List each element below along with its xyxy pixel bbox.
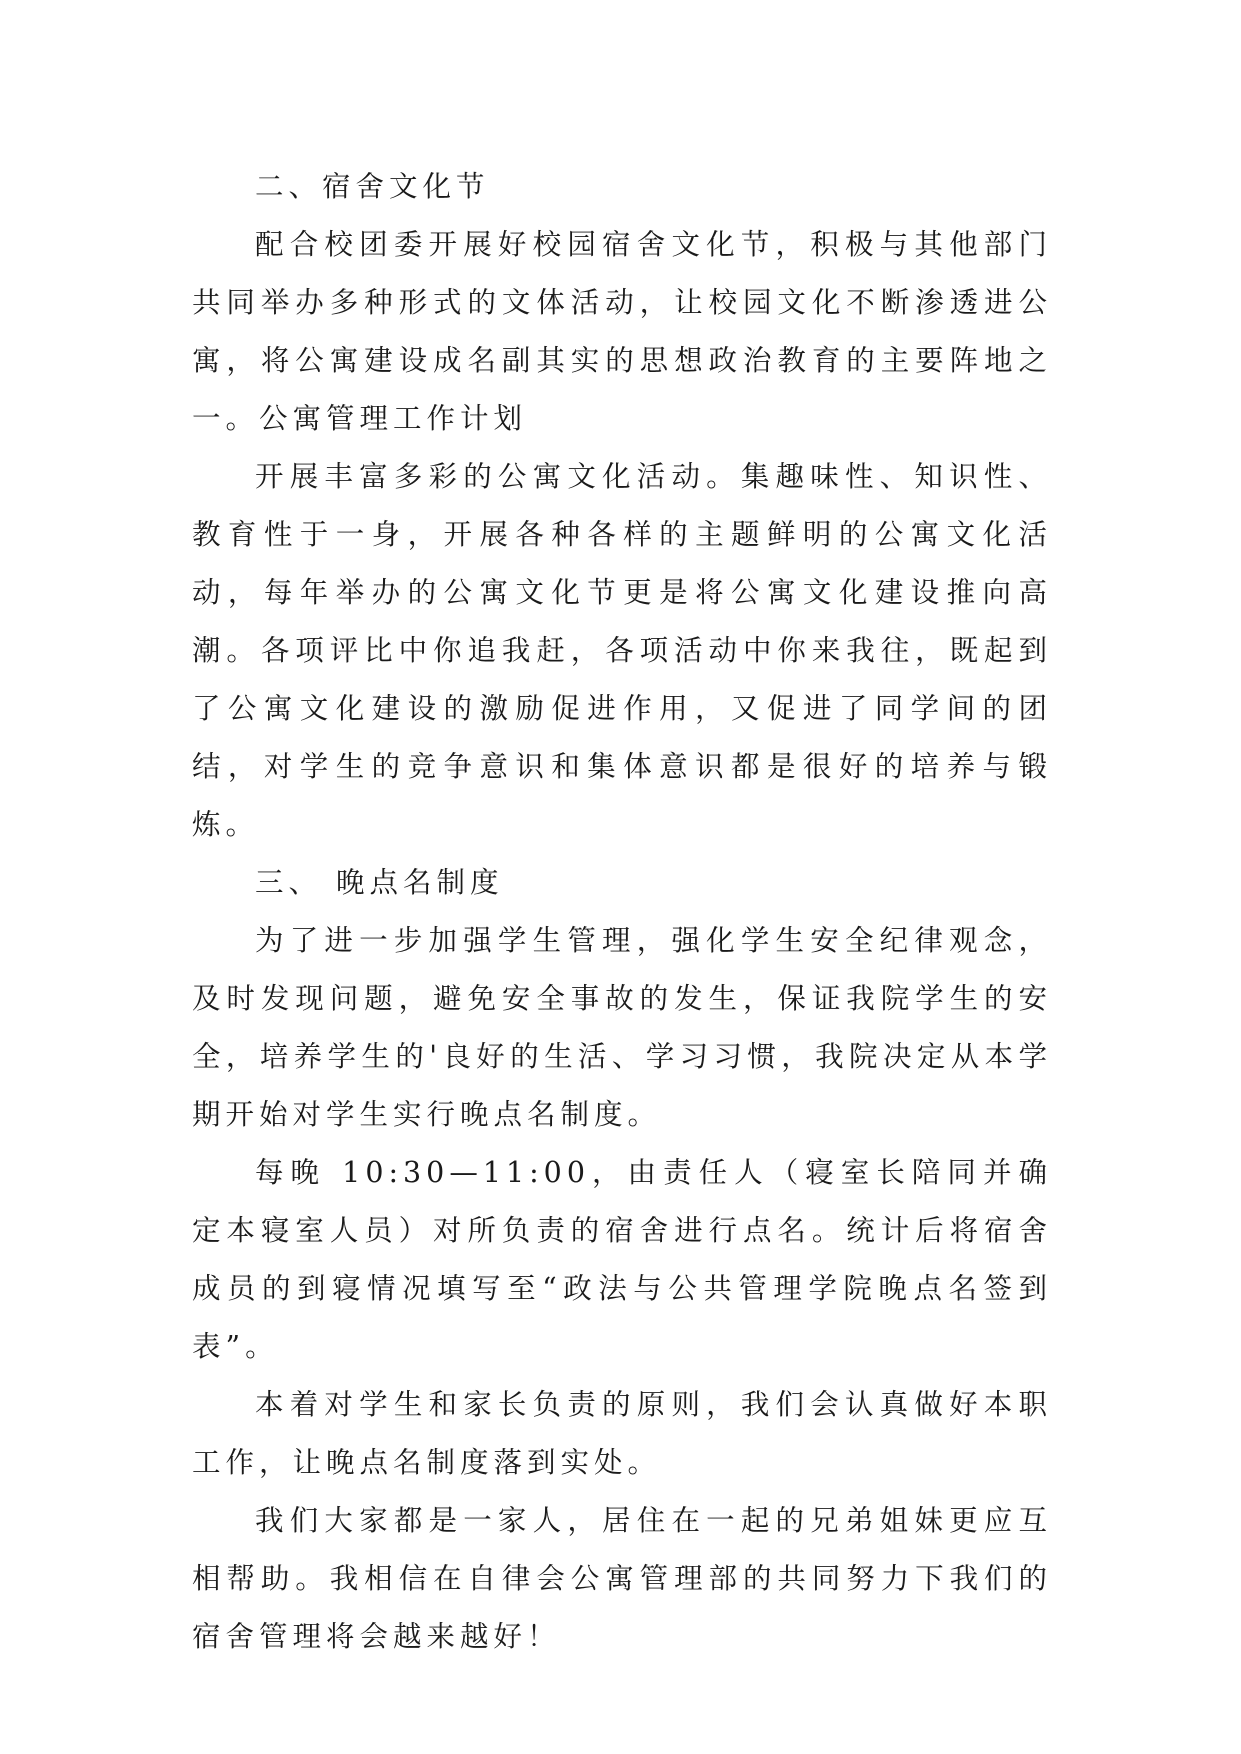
section-heading-dormitory-culture-festival: 二、宿舍文化节 (255, 170, 490, 203)
section-heading-evening-roll-call: 三、 晚点名制度 (255, 866, 504, 899)
paragraph-closing-remarks: 我们大家都是一家人，居住在一起的兄弟姐妹更应互相帮助。我相信在自律会公寓管理部的共同努力下我们的宿舍管理将会越来越好！ (192, 1504, 1052, 1653)
paragraph-culture-festival-cooperation: 配合校团委开展好校园宿舍文化节，积极与其他部门共同举办多种形式的文体活动，让校园文化不断渗透进公寓，将公寓建设成名副其实的思想政治教育的主要阵地之一。公寓管理工作计划 (192, 228, 1052, 435)
paragraph-apartment-culture-activities: 开展丰富多彩的公寓文化活动。集趣味性、知识性、教育性于一身，开展各种各样的主题鲜明的公寓文化活动，每年举办的公寓文化节更是将公寓文化建设推向高潮。各项评比中你追我赶，各项活动中你来我往，既起到了公寓文化建设的激励促进作用，又促进了同学间的团结，对学生的竞争意识和集体意识都是很好的培养与锻炼。 (192, 460, 1052, 841)
paragraph-roll-call-schedule: 每晚 10:30—11:00，由责任人（寝室长陪同并确定本寝室人员）对所负责的宿舍进行点名。统计后将宿舍成员的到寝情况填写至“政法与公共管理学院晚点名签到表”。 (192, 1156, 1052, 1363)
paragraph-responsibility-principle: 本着对学生和家长负责的原则，我们会认真做好本职工作，让晚点名制度落到实处。 (192, 1388, 1052, 1479)
paragraph-roll-call-purpose: 为了进一步加强学生管理，强化学生安全纪律观念，及时发现问题，避免安全事故的发生，保证我院学生的安全，培养学生的'良好的生活、学习习惯，我院决定从本学期开始对学生实行晚点名制度。 (192, 924, 1052, 1131)
document-page (192, 158, 1052, 1666)
